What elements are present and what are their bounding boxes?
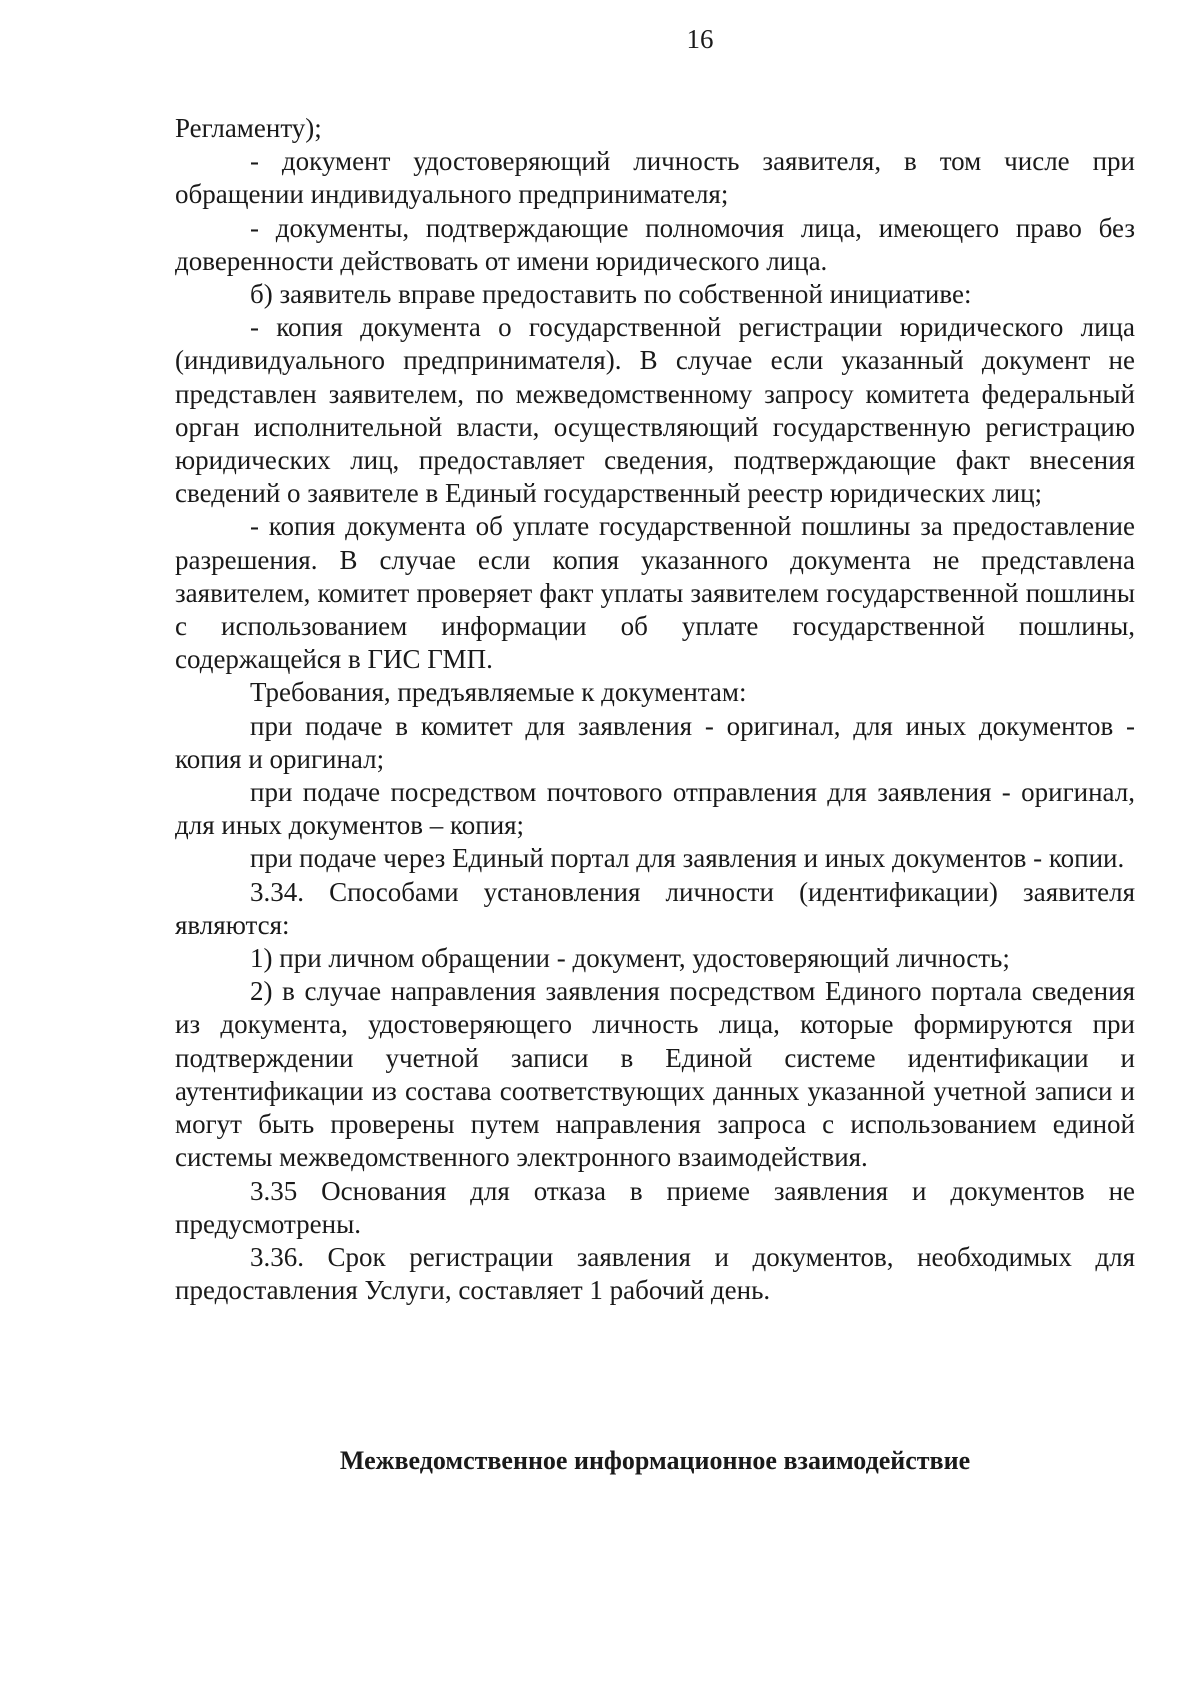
paragraph: 3.34. Способами установления личности (идентификации) заявителя являются: — [175, 876, 1135, 940]
document-body — [175, 112, 1135, 1307]
paragraph: 3.35 Основания для отказа в приеме заявления и документов не предусмотрены. — [175, 1175, 1135, 1239]
paragraph: Требования, предъявляемые к документам: — [250, 677, 747, 708]
paragraph: при подаче в комитет для заявления - оригинал, для иных документов - копия и оригинал; — [175, 710, 1135, 774]
paragraph: 2) в случае направления заявления посредством Единого портала сведения из документа, удостоверяющего личность лица, которые формируются при подтверждении учетной записи в Единой системе идентификации и аутентификации из состава соответствующих данных указанной учетной записи и могут быть проверены путем направления запроса с использованием единой системы межведомственного электронного взаимодействия. — [175, 976, 1135, 1173]
paragraph: - документы, подтверждающие полномочия лица, имеющего право без доверенности действовать от имени юридического лица. — [175, 212, 1135, 276]
page-number: 16 — [686, 24, 714, 54]
section-heading: Межведомственное информационное взаимодействие — [339, 1446, 971, 1475]
paragraph: при подаче через Единый портал для заявления и иных документов - копии. — [250, 843, 1125, 874]
paragraph: - копия документа о государственной регистрации юридического лица (индивидуального предпринимателя). В случае если указанный документ не представлен заявителем, по межведомственному запросу комитета федеральный орган исполнительной власти, осуществляющий государственную регистрацию юридических лиц, предоставляет сведения, подтверждающие факт внесения сведений о заявителе в Единый государственный реестр юридических лиц; — [175, 312, 1135, 509]
paragraph: - копия документа об уплате государственной пошлины за предоставление разрешения. В случае если копия указанного документа не представлена заявителем, комитет проверяет факт уплаты заявителем государственной пошлины с использованием информации об уплате государственной пошлины, содержащейся в ГИС ГМП. — [175, 511, 1135, 675]
paragraph: - документ удостоверяющий личность заявителя, в том числе при обращении индивидуального предпринимателя; — [175, 146, 1135, 210]
paragraph: 1) при личном обращении - документ, удостоверяющий личность; — [250, 943, 1010, 974]
paragraph: 3.36. Срок регистрации заявления и документов, необходимых для предоставления Услуги, составляет 1 рабочий день. — [175, 1241, 1135, 1306]
paragraph: Регламенту); — [175, 113, 322, 143]
paragraph: б) заявитель вправе предоставить по собственной инициативе: — [250, 279, 972, 310]
paragraph: при подаче посредством почтового отправления для заявления - оригинал, для иных документов – копия; — [175, 777, 1135, 841]
